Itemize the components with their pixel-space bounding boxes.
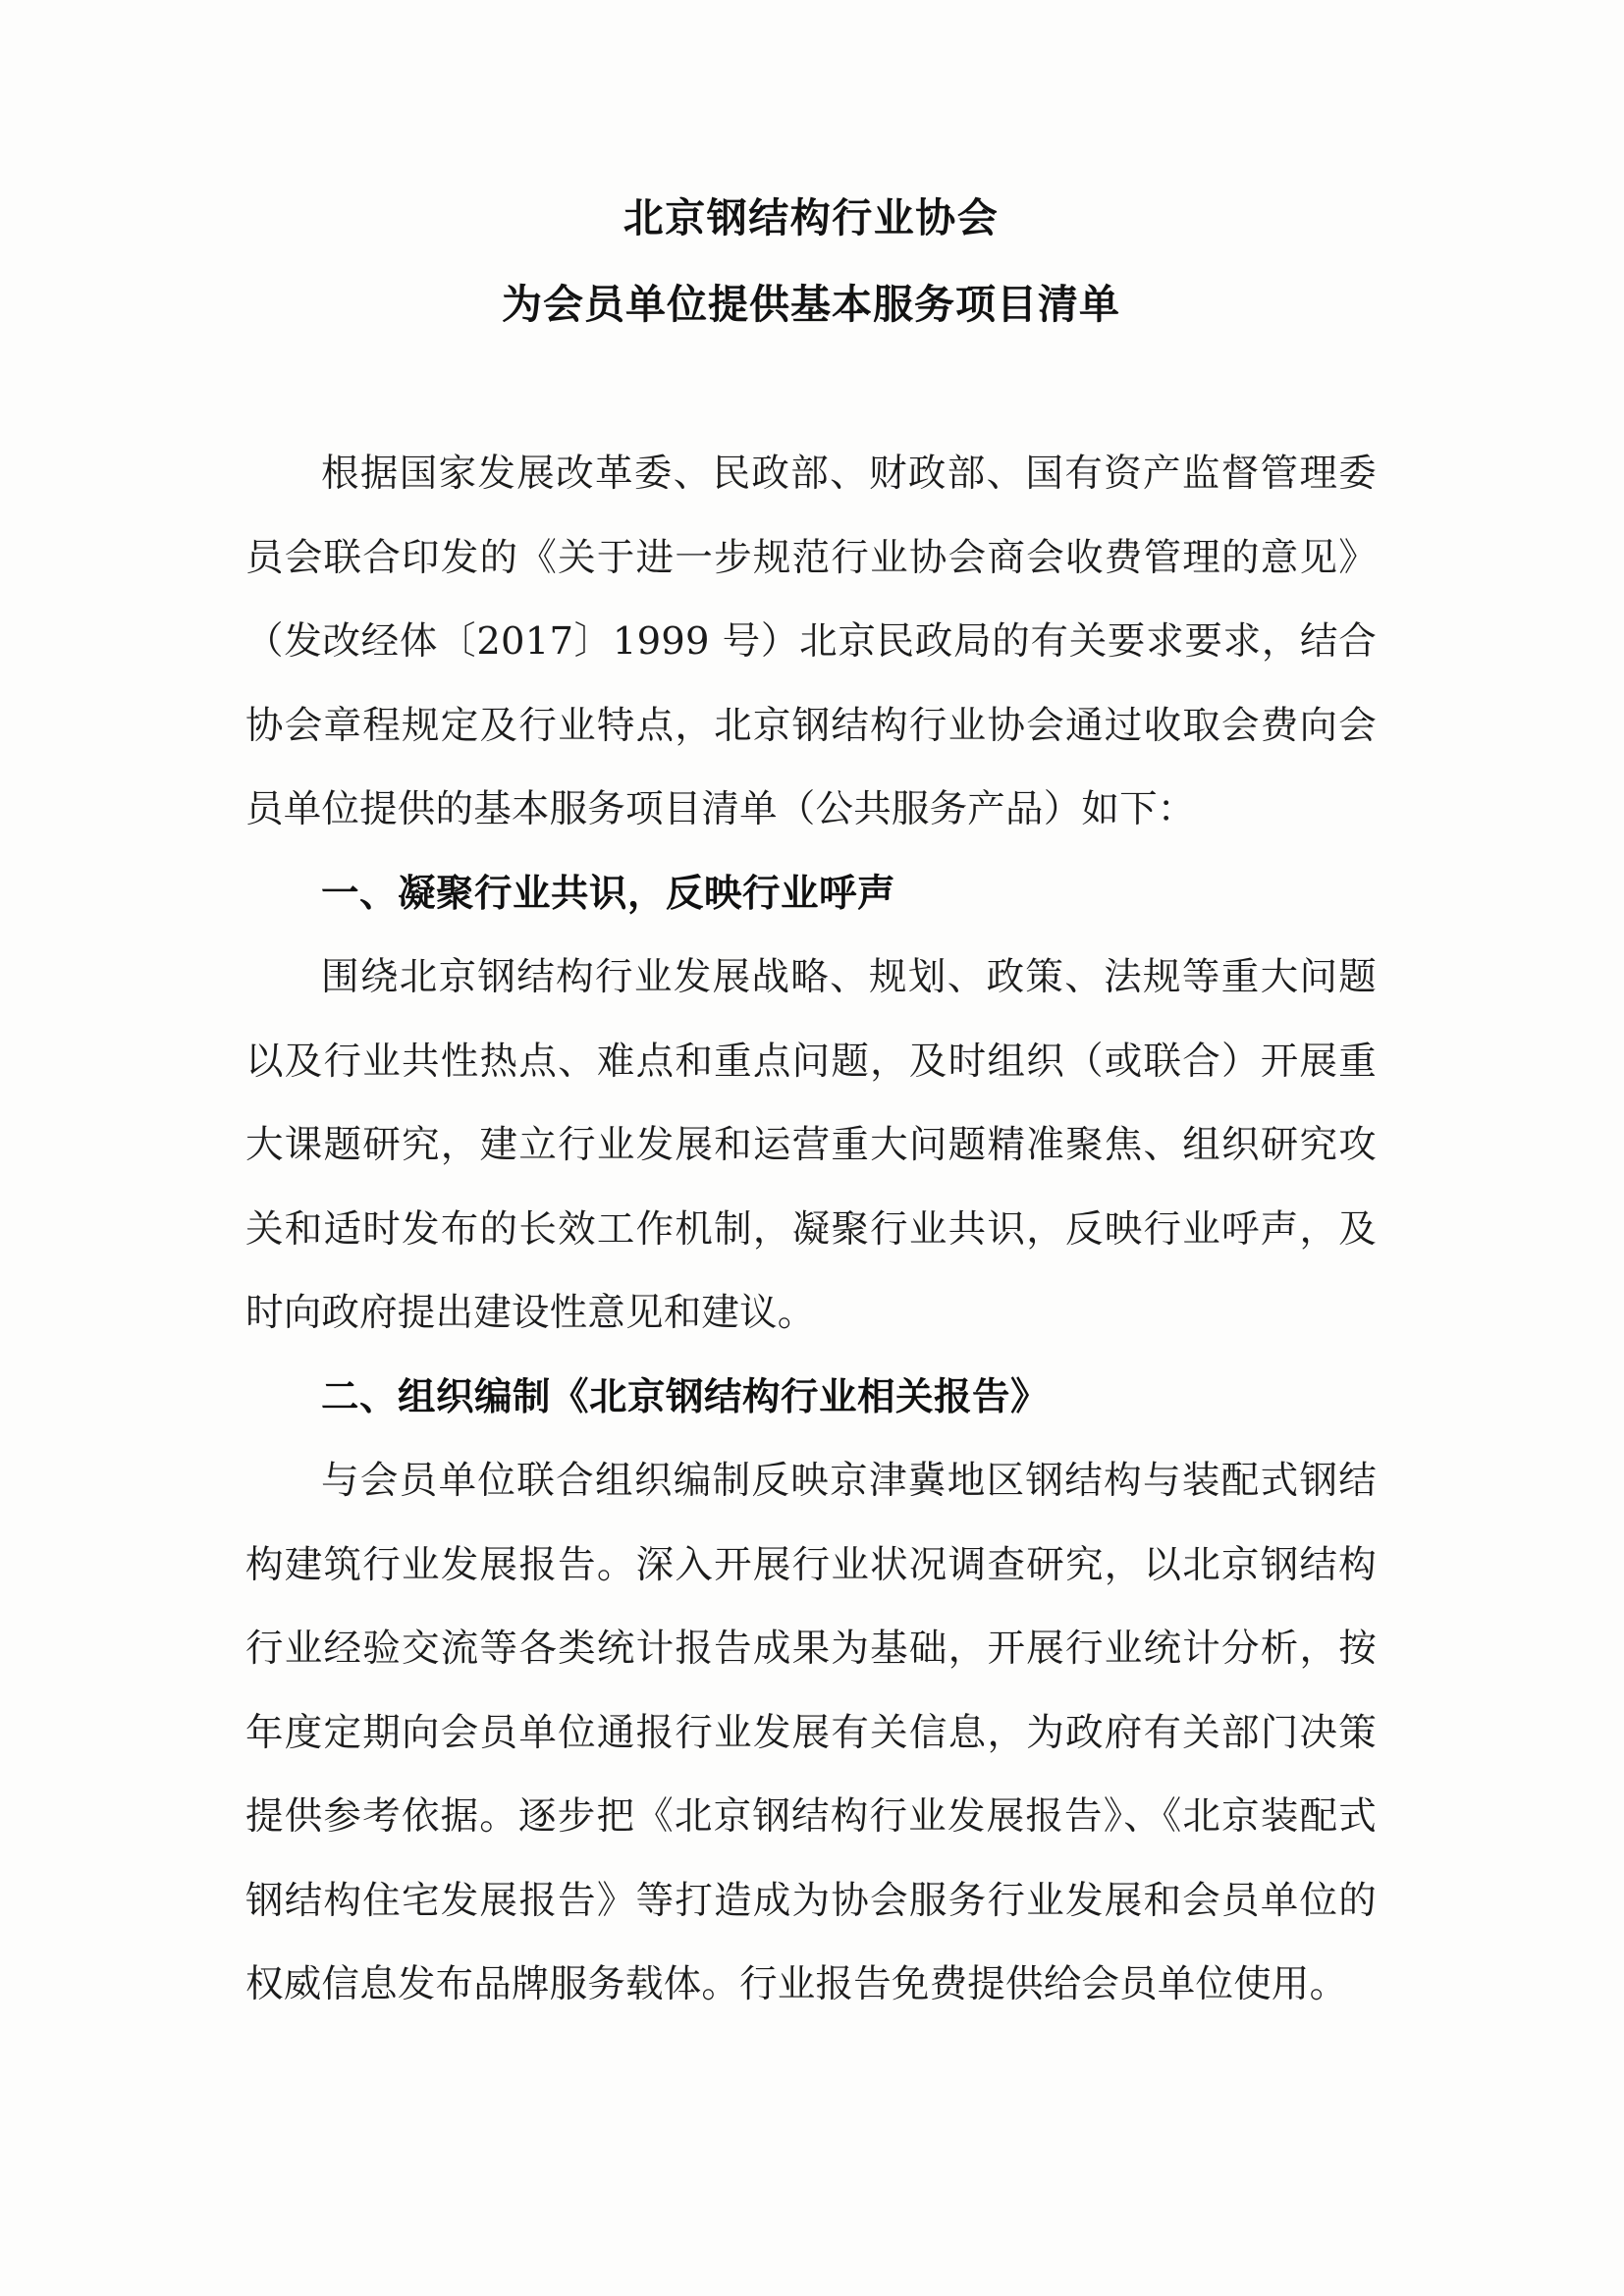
section-body-2: 与会员单位联合组织编制反映京津冀地区钢结构与装配式钢结构建筑行业发展报告。深入开展行业状况调查研究，以北京钢结构行业经验交流等各类统计报告成果为基础，开展行业统计分析，按年度定期向会员单位通报行业发展有关信息，为政府有关部门决策提供参考依据。逐步把《北京钢结构行业发展报告》、《北京装配式钢结构住宅发展报告》等打造成为协会服务行业发展和会员单位的权威信息发布品牌服务载体。行业报告免费提供给会员单位使用。 [245, 1459, 1377, 2006]
document-title-line-1: 北京钢结构行业协会 [623, 194, 1000, 241]
intro-paragraph: 根据国家发展改革委、民政部、财政部、国有资产监督管理委员会联合印发的《关于进一步规范行业协会商会收费管理的意见》（发改经体〔2017〕1999 号）北京民政局的有关要求要求，结合协会章程规定及行业特点，北京钢结构行业协会通过收取会费向会员单位提供的基本服务项目清单（公共服务产品）如下： [245, 452, 1377, 831]
document-title [245, 175, 1377, 347]
document-title-line-2: 为会员单位提供基本服务项目清单 [502, 281, 1120, 328]
section-heading-2: 二、组织编制《北京钢结构行业相关报告》 [321, 1374, 1050, 1419]
section-heading-1: 一、凝聚行业共识，反映行业呼声 [321, 871, 896, 916]
section-body-1: 围绕北京钢结构行业发展战略、规划、政策、法规等重大问题以及行业共性热点、难点和重点问题，及时组织（或联合）开展重大课题研究，建立行业发展和运营重大问题精准聚焦、组织研究攻关和适时发布的长效工作机制，凝聚行业共识，反映行业呼声，及时向政府提出建设性意见和建议。 [245, 955, 1377, 1335]
title-body-spacer [245, 347, 1377, 432]
document-content-column [245, 0, 1377, 2027]
